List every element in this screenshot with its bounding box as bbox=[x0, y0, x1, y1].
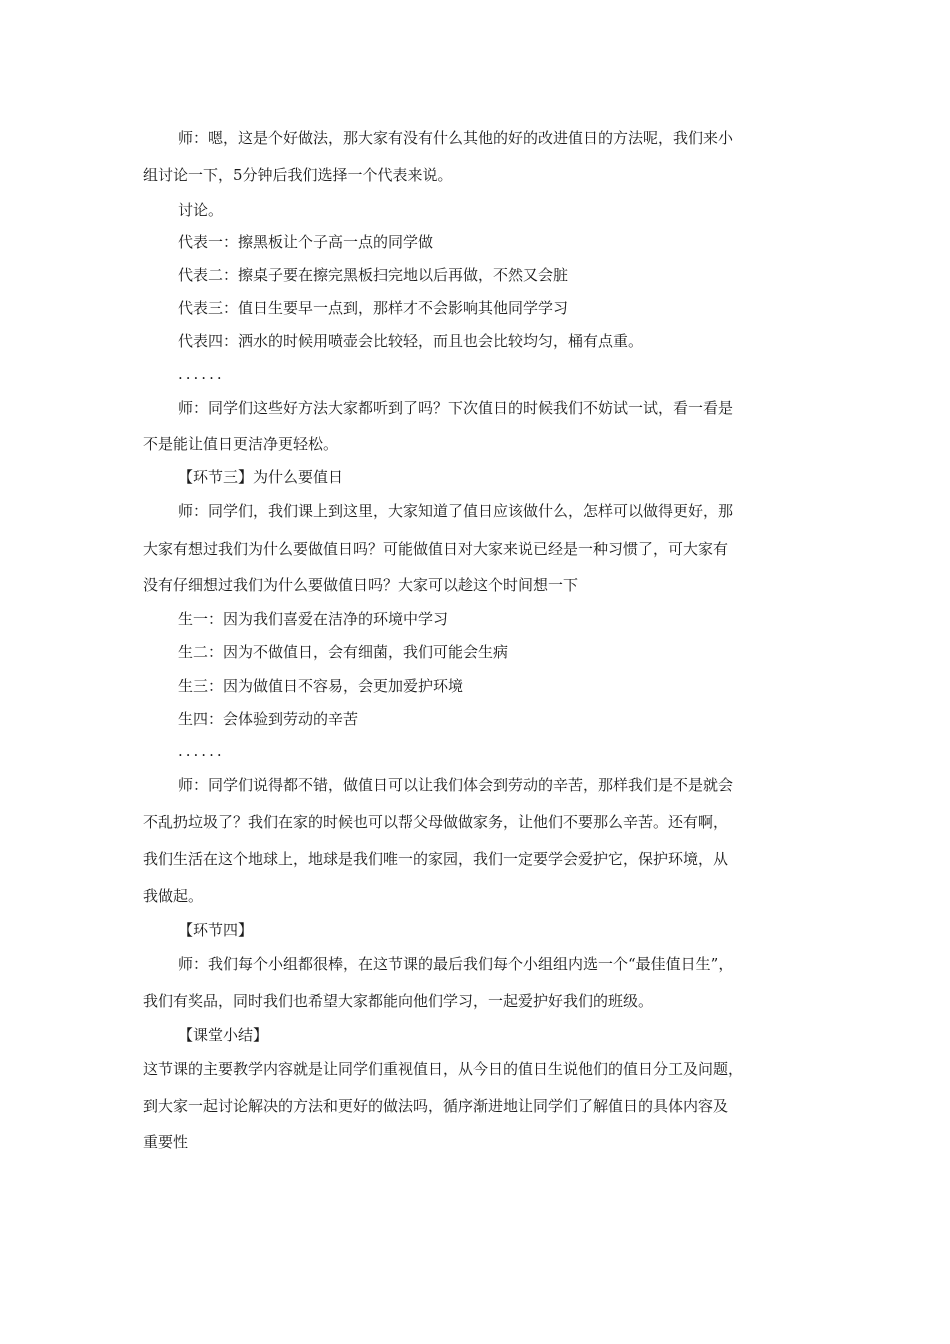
paragraph-line: 不乱扔垃圾了？我们在家的时候也可以帮父母做做家务，让他们不要那么辛苦。还有啊， bbox=[143, 813, 729, 831]
paragraph-line: 师：同学们说得都不错，做值日可以让我们体会到劳动的辛苦，那样我们是不是就会 bbox=[178, 776, 734, 794]
paragraph-line: 生二：因为不做值日，会有细菌，我们可能会生病 bbox=[178, 643, 509, 661]
paragraph-line: 师：同学们，我们课上到这里，大家知道了值日应该做什么，怎样可以做得更好，那 bbox=[178, 502, 734, 520]
paragraph-line: 师：嗯，这是个好做法，那大家有没有什么其他的好的改进值日的方法呢，我们来小 bbox=[178, 129, 734, 147]
ellipsis-line: ...... bbox=[178, 365, 225, 383]
section-heading: 【环节四】 bbox=[178, 921, 254, 939]
paragraph-line: 代表三：值日生要早一点到，那样才不会影响其他同学学习 bbox=[178, 299, 569, 317]
paragraph-line: 代表一：擦黑板让个子高一点的同学做 bbox=[178, 233, 434, 251]
paragraph-line: 到大家一起讨论解决的方法和更好的做法吗，循序渐进地让同学们了解值日的具体内容及 bbox=[143, 1097, 729, 1115]
paragraph-line: 这节课的主要教学内容就是让同学们重视值日，从今日的值日生说他们的值日分工及问题， bbox=[143, 1060, 744, 1078]
paragraph-line: 师：我们每个小组都很棒，在这节课的最后我们每个小组组内选一个“最佳值日生”， bbox=[178, 955, 734, 973]
paragraph-line: 重要性 bbox=[143, 1133, 189, 1151]
paragraph-line: 生三：因为做值日不容易，会更加爱护环境 bbox=[178, 677, 464, 695]
section-heading: 【课堂小结】 bbox=[178, 1026, 269, 1044]
paragraph-line: 我做起。 bbox=[143, 887, 204, 905]
paragraph-line: 师：同学们这些好方法大家都听到了吗？下次值日的时候我们不妨试一试，看一看是 bbox=[178, 399, 734, 417]
paragraph-line: 大家有想过我们为什么要做值日吗？可能做值日对大家来说已经是一种习惯了，可大家有 bbox=[143, 540, 729, 558]
paragraph-line: 讨论。 bbox=[178, 201, 224, 219]
paragraph-line: 我们有奖品，同时我们也希望大家都能向他们学习，一起爱护好我们的班级。 bbox=[143, 992, 654, 1010]
paragraph-line: 生四：会体验到劳动的辛苦 bbox=[178, 710, 359, 728]
paragraph-line: 代表四：洒水的时候用喷壶会比较轻，而且也会比较均匀，桶有点重。 bbox=[178, 332, 644, 350]
paragraph-line: 不是能让值日更洁净更轻松。 bbox=[143, 435, 339, 453]
paragraph-line: 没有仔细想过我们为什么要做值日吗？大家可以趁这个时间想一下 bbox=[143, 576, 579, 594]
ellipsis-line: ...... bbox=[178, 742, 225, 760]
paragraph-line: 组讨论一下，5分钟后我们选择一个代表来说。 bbox=[143, 166, 453, 184]
paragraph-line: 代表二：擦桌子要在擦完黑板扫完地以后再做，不然又会脏 bbox=[178, 266, 569, 284]
paragraph-line: 生一：因为我们喜爱在洁净的环境中学习 bbox=[178, 610, 449, 628]
section-heading: 【环节三】为什么要值日 bbox=[178, 468, 344, 486]
paragraph-line: 我们生活在这个地球上，地球是我们唯一的家园，我们一定要学会爱护它，保护环境，从 bbox=[143, 850, 729, 868]
